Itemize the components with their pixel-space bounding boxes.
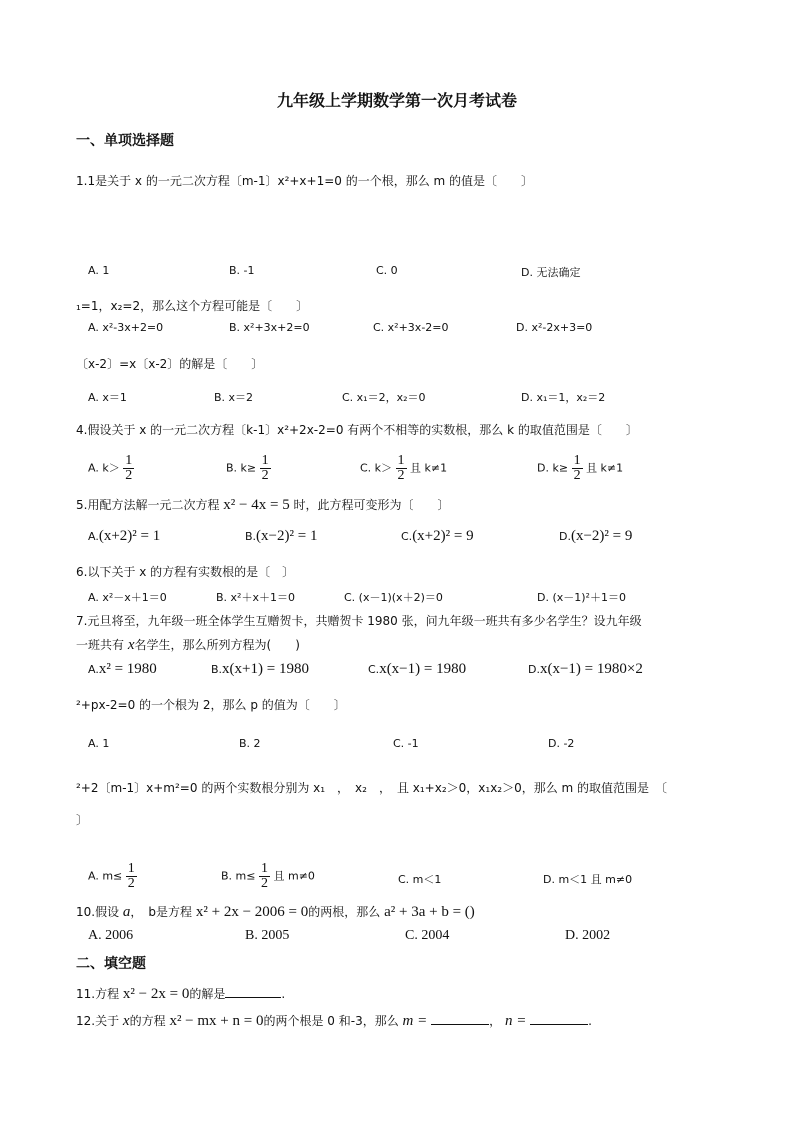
q6-option-d: D. (x－1)²＋1＝0	[537, 591, 626, 604]
q2-option-a: A. x²-3x+2=0	[88, 321, 164, 334]
q6-option-b: B. x²＋x＋1＝0	[216, 591, 295, 604]
q3-option-b: B. x＝2	[214, 391, 254, 404]
q3-option-a: A. x＝1	[88, 391, 127, 404]
q10-option-d: D. 2002	[565, 928, 611, 943]
question-5-stem: 5.用配方法解一元二次方程 x² − 4x = 5 时，此方程可变形为〔 〕	[76, 497, 450, 513]
question-8-stem: ²+px-2=0 的一个根为 2，那么 p 的值为〔 〕	[76, 698, 346, 712]
fraction-one-half: $\frac{1}{2}$	[260, 861, 268, 891]
question-4-stem: 4.假设关于 x 的一元二次方程〔k-1〕x²+2x-2=0 有两个不相等的实数根，那么 k 的取值范围是〔 〕	[76, 423, 638, 437]
q8-option-d: D. -2	[548, 737, 575, 750]
question-9-stem-line1: ²+2〔m-1〕x+m²=0 的两个实数根分别为 x₁ ， x₂ ， 且 x₁+x₂＞0，x₁x₂＞0，那么 m 的取值范围是 〔	[76, 781, 668, 795]
q10-option-a: A. 2006	[88, 928, 134, 943]
q7-option-c: C.x(x−1) = 1980	[368, 661, 467, 677]
question-9-stem-line2: 〕	[76, 813, 89, 827]
answer-blank[interactable]	[225, 985, 281, 998]
question-1-stem: 1.1是关于 x 的一元二次方程〔m-1〕x²+x+1=0 的一个根，那么 m 的值是〔 〕	[76, 174, 534, 188]
q9-option-b: B. m≤ $\frac{1}{2}$ 且 m≠0	[221, 861, 315, 891]
equation: x² − mx + n = 0	[169, 1013, 264, 1029]
q2-option-c: C. x²+3x-2=0	[373, 321, 449, 334]
q8-option-a: A. 1	[88, 737, 110, 750]
equation: x² − 2x = 0	[122, 986, 190, 1002]
q7-option-d: D.x(x−1) = 1980×2	[528, 661, 643, 677]
q9-option-a: A. m≤ $\frac{1}{2}$	[88, 861, 135, 891]
page-title: 九年级上学期数学第一次月考试卷	[276, 91, 517, 110]
q7-option-b: B.x(x+1) = 1980	[211, 661, 309, 677]
q5-option-c: C.(x+2)² = 9	[401, 528, 474, 544]
q5-option-d: D.(x−2)² = 9	[559, 528, 633, 544]
q9-option-c: C. m＜1	[398, 873, 442, 886]
fraction-one-half: $\frac{1}{2}$	[261, 453, 269, 483]
q1-option-b: B. -1	[229, 264, 255, 277]
question-10-stem: 10.假设 a， b是方程 x² + 2x − 2006 = 0的两根，那么 a² + 3a + b = ()	[76, 904, 475, 920]
question-7-stem-line2: 一班共有 x名学生，那么所列方程为( )	[76, 637, 300, 653]
section-heading-choice: 一、单项选择题	[76, 133, 174, 149]
q6-option-c: C. (x－1)(x＋2)＝0	[344, 591, 443, 604]
fraction-one-half: $\frac{1}{2}$	[125, 453, 133, 483]
q10-option-b: B. 2005	[245, 928, 290, 943]
fraction-one-half: $\frac{1}{2}$	[397, 453, 405, 483]
question-3-stem: 〔x-2〕=x〔x-2〕的解是〔 〕	[76, 357, 264, 371]
q1-option-c: C. 0	[376, 264, 398, 277]
q4-option-a: A. k＞ $\frac{1}{2}$	[88, 453, 133, 483]
question-6-stem: 6.以下关于 x 的方程有实数根的是〔 〕	[76, 565, 295, 579]
q3-option-c: C. x₁＝2，x₂＝0	[342, 391, 426, 404]
question-7-stem-line1: 7.元旦将至，九年级一班全体学生互赠贺卡，共赠贺卡 1980 张，问九年级一班共有多少名学生？设九年级	[76, 614, 642, 628]
fraction-one-half: $\frac{1}{2}$	[573, 453, 581, 483]
q1-option-d: D. 无法确定	[521, 266, 581, 279]
q10-option-c: C. 2004	[405, 928, 450, 943]
equation: a² + 3a + b = ()	[384, 904, 475, 920]
q8-option-b: B. 2	[239, 737, 261, 750]
q5-option-a: A.(x+2)² = 1	[88, 528, 161, 544]
q4-option-b: B. k≥ $\frac{1}{2}$	[226, 453, 269, 483]
equation: x² + 2x − 2006 = 0	[195, 904, 309, 920]
q2-option-d: D. x²-2x+3=0	[516, 321, 593, 334]
answer-blank-n[interactable]	[530, 1012, 588, 1025]
q3-option-d: D. x₁＝1，x₂＝2	[521, 391, 606, 404]
q9-option-d: D. m＜1 且 m≠0	[543, 873, 633, 886]
q4-option-d: D. k≥ $\frac{1}{2}$ 且 k≠1	[537, 453, 624, 483]
fraction-one-half: $\frac{1}{2}$	[127, 861, 135, 891]
answer-blank-m[interactable]	[431, 1012, 489, 1025]
q2-option-b: B. x²+3x+2=0	[229, 321, 310, 334]
q5-option-b: B.(x−2)² = 1	[245, 528, 318, 544]
section-heading-fill: 二、填空题	[76, 956, 146, 972]
question-11-stem: 11.方程 x² − 2x = 0的解是 .	[76, 986, 286, 1002]
question-2-stem: ₁=1，x₂=2，那么这个方程可能是〔 〕	[76, 299, 309, 313]
q7-option-a: A.x² = 1980	[88, 661, 157, 677]
question-12-stem: 12.关于 x的方程 x² − mx + n = 0的两个根是 0 和-3，那么 m = ， n = .	[76, 1013, 592, 1029]
equation: x² − 4x = 5	[223, 497, 290, 513]
q6-option-a: A. x²－x＋1＝0	[88, 591, 167, 604]
q4-option-c: C. k＞ $\frac{1}{2}$ 且 k≠1	[360, 453, 448, 483]
q1-option-a: A. 1	[88, 264, 110, 277]
q8-option-c: C. -1	[393, 737, 419, 750]
